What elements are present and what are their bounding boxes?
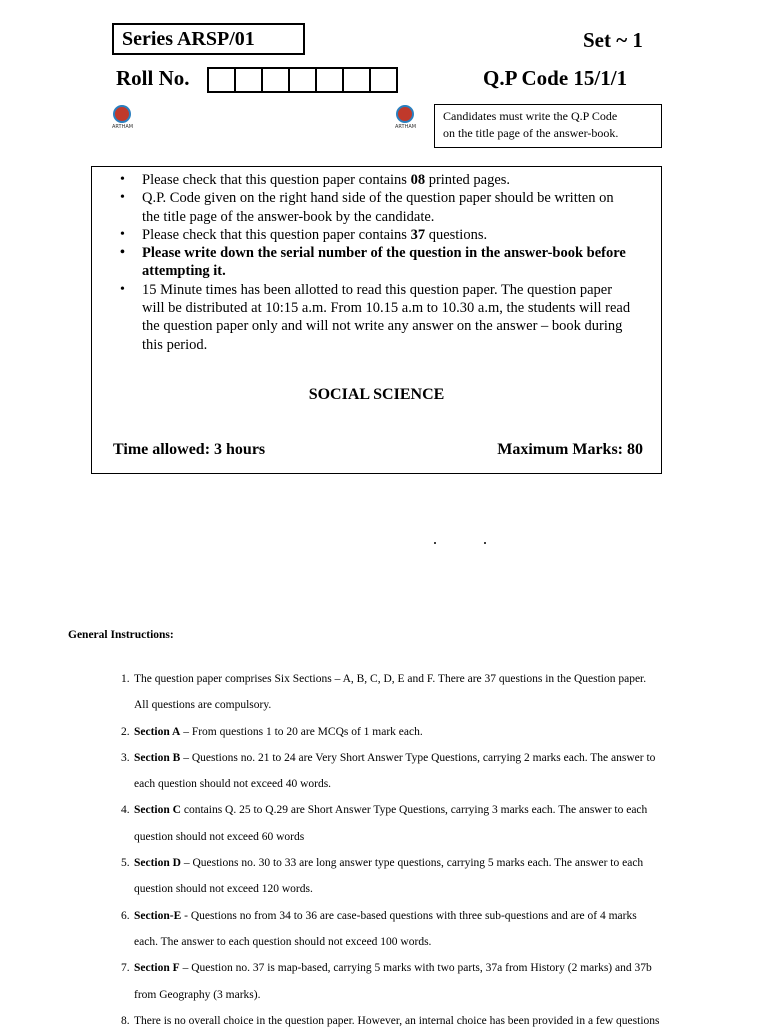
set-label: Set ~ 1 [583, 28, 643, 52]
time-allowed: Time allowed: 3 hours [113, 441, 266, 458]
instructions-list [118, 171, 633, 354]
roll-number-digit-box[interactable] [342, 67, 371, 93]
item-number: 3. [121, 751, 130, 764]
roll-number-digit-box[interactable] [315, 67, 344, 93]
item-text: Section F – Question no. 37 is map-based, carrying 5 marks with two parts, 37a from History (2 marks) and 37b from Geography (3 marks). [134, 962, 652, 1001]
general-instruction-item [121, 850, 721, 903]
general-instruction-item [121, 745, 721, 798]
instruction-item: • Q.P. Code given on the right hand side of the question paper should be written on the title page of the answer-book by the candidate. [118, 189, 633, 226]
roll-number-digit-box[interactable] [369, 67, 398, 93]
logo-emblem-icon [396, 105, 414, 123]
item-number: 8. [121, 1014, 130, 1027]
general-instruction-item [121, 903, 721, 956]
roll-number-label: Roll No. [116, 66, 190, 90]
item-number: 4. [121, 804, 130, 817]
series-label: Series ARSP/01 [112, 23, 305, 55]
item-number: 6. [121, 909, 130, 922]
item-text: Section C contains Q. 25 to Q.29 are Short Answer Type Questions, carrying 3 marks each. The answer to each question should not exceed 60 words [134, 804, 648, 843]
general-instruction-item [121, 955, 721, 1008]
stray-dot [434, 542, 436, 544]
logo-text: ARTHAM [112, 124, 134, 130]
roll-number-digit-box[interactable] [234, 67, 263, 93]
note-line: Candidates must write the Q.P Code [443, 109, 618, 123]
instruction-item: • 15 Minute times has been allotted to read this question paper. The question paper will be distributed at 10:15 a.m. From 10.15 a.m to 10.30 a.m, the students will read the question paper only and will not write any answer on the answer – book during this period. [118, 281, 633, 354]
note-line: on the title page of the answer-book. [443, 126, 619, 140]
roll-number-digit-box[interactable] [207, 67, 236, 93]
general-instruction-item [121, 797, 721, 850]
school-logo-left [112, 105, 132, 135]
general-instruction-item [121, 666, 721, 719]
qp-code-label: Q.P Code 15/1/1 [483, 66, 628, 90]
item-text: Section B – Questions no. 21 to 24 are Very Short Answer Type Questions, carrying 2 marks each. The answer to each question should not exceed 40 words. [134, 751, 656, 791]
instructions-box [91, 166, 662, 474]
item-text: The question paper comprises Six Sections – A, B, C, D, E and F. There are 37 questions in the Question paper. All questions are compulsory. [134, 673, 647, 712]
logo-text: ARTHAM [395, 124, 417, 130]
item-number: 5. [121, 857, 130, 870]
roll-number-digit-box[interactable] [261, 67, 290, 93]
roll-number-digit-box[interactable] [288, 67, 317, 93]
item-number: 2. [121, 725, 130, 738]
instruction-item: • Please check that this question paper contains 37 questions. [118, 226, 633, 244]
instruction-item: • Please check that this question paper contains 08 printed pages. [118, 171, 633, 189]
general-instructions-title: General Instructions: [68, 629, 174, 641]
general-instructions-list [121, 666, 721, 1034]
item-text: Section-E - Questions no from 34 to 36 are case-based questions with three sub-questions and are of 4 marks each. The answer to each question should not exceed 100 words. [134, 909, 637, 948]
item-number: 7. [121, 962, 130, 975]
item-text: Section D – Questions no. 30 to 33 are long answer type questions, carrying 5 marks each. The answer to each question should not exceed 120 words. [134, 857, 644, 896]
qp-code-note [434, 104, 662, 148]
subject-title: SOCIAL SCIENCE [308, 386, 445, 403]
instruction-item: • Please write down the serial number of the question in the answer-book before attempting it. [118, 244, 633, 281]
school-logo-right [395, 105, 415, 135]
item-text: Section A – From questions 1 to 20 are MCQs of 1 mark each. [134, 725, 423, 738]
item-number: 1. [121, 673, 130, 685]
roll-number-boxes[interactable] [207, 67, 396, 93]
maximum-marks: Maximum Marks: 80 [497, 441, 643, 458]
general-instruction-item [121, 719, 721, 745]
general-instruction-item [121, 1008, 721, 1034]
logo-emblem-icon [113, 105, 131, 123]
item-text: There is no overall choice in the question paper. However, an internal choice has been provided in a few questions [134, 1014, 660, 1027]
stray-dot [484, 542, 486, 544]
